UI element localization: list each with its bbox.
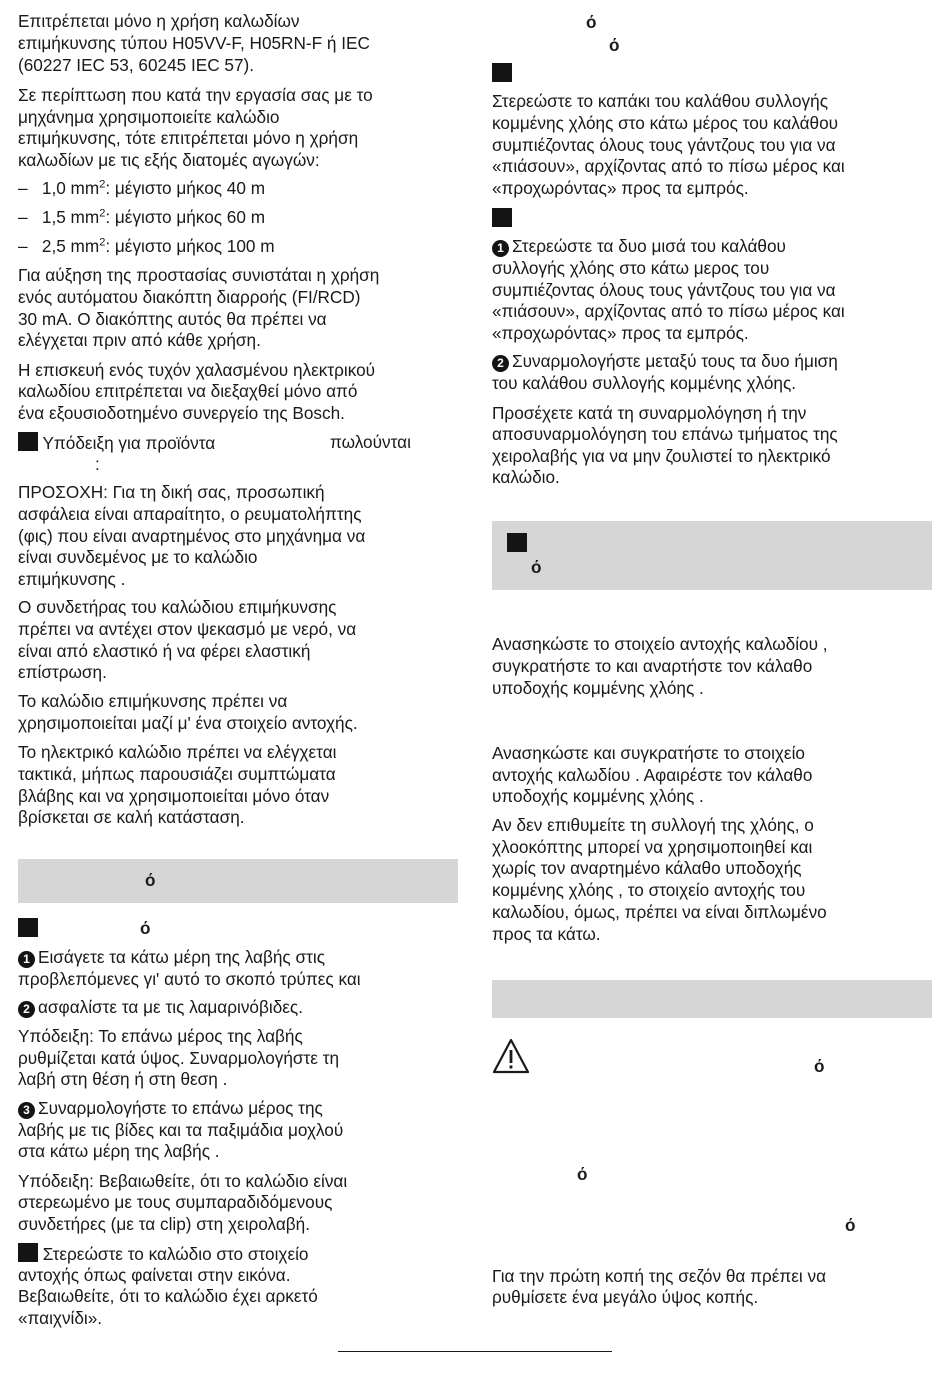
paragraph-line: επίστρωση. <box>18 662 107 682</box>
list-value: 1,5 mm <box>41 207 100 227</box>
paragraph-line: επιμήκυνσης, τότε επιτρέπεται μόνο η χρήση <box>18 128 359 148</box>
step-number-icon: 2 <box>492 355 509 372</box>
paragraph-line: Στερεώστε το καπάκι του καλάθου συλλογής <box>492 91 828 111</box>
step-text: Στερεώστε τα δυο μισά του καλάθου <box>512 236 786 256</box>
paragraph-line: Ανασηκώστε το στοιχείο αντοχής καλωδίου , <box>492 634 828 654</box>
step-text: Συναρμολογήστε μεταξύ τους τα δυο ήμιση <box>512 351 838 371</box>
paragraph-line: αποσυναρμολόγηση του επάνω τμήματος της <box>492 424 838 444</box>
black-square-icon <box>18 918 38 937</box>
step-line <box>492 236 786 258</box>
list-value: 1,0 mm <box>41 178 100 198</box>
black-square-icon <box>492 63 512 82</box>
paragraph-line: 30 mA. Ο διακόπτης αυτός θα πρέπει να <box>18 309 327 329</box>
stray-glyph: ό <box>609 35 620 55</box>
paragraph-line: ασφάλεια είναι απαραίτητο, ο ρευματολήπτης <box>18 504 362 524</box>
paragraph-line: χρησιμοποιείται μαζί μ' ένα στοιχείο αντοχής. <box>18 713 358 733</box>
paragraph-line: Το καλώδιο επιμήκυνσης πρέπει να <box>18 691 288 711</box>
subheading-text: ό <box>140 918 151 938</box>
paragraph-line: μηχάνημα χρησιμοποιείτε καλώδιο <box>18 107 280 127</box>
paragraph-line: ρυθμίσετε ένα μεγάλο ύψος κοπής. <box>492 1287 759 1307</box>
step-line <box>18 997 303 1019</box>
paragraph-line: Προσέχετε κατά τη συναρμολόγηση ή την <box>492 403 807 423</box>
section-heading-bar <box>18 859 458 903</box>
step-line: προβλεπόμενες γι' αυτό το σκοπό τρύπες και <box>18 969 361 989</box>
subheading <box>492 208 512 231</box>
list-dash: – <box>18 207 28 227</box>
section-heading-bar <box>492 521 932 590</box>
paragraph-line: (φις) που είναι αναρτημένος στο μηχάνημα να <box>18 526 366 546</box>
paragraph-line: καλωδίου, όμως, πρέπει να είναι διπλωμένο <box>492 902 827 922</box>
note-line: συνδετήρες (με τα clip) στη χειρολαβή. <box>18 1214 311 1234</box>
note-line: Υπόδειξη: Το επάνω μέρος της λαβής <box>18 1026 303 1046</box>
paragraph-line: ελέγχεται πριν από κάθε χρήση. <box>18 330 261 350</box>
step-line: στα κάτω μέρη της λαβής . <box>18 1141 220 1161</box>
paragraph-line: χλοοκόπτης μπορεί να χρησιμοποιηθεί και <box>492 837 813 857</box>
list-dash: – <box>18 178 28 198</box>
paragraph-line: Αν δεν επιθυμείτε τη συλλογή της χλόης, ο <box>492 815 814 835</box>
footer-divider <box>338 1351 612 1352</box>
paragraph-line: Για αύξηση της προστασίας συνιστάται η χρήση <box>18 265 380 285</box>
paragraph-line: Ο συνδετήρας του καλώδιου επιμήκυνσης <box>18 597 337 617</box>
step-number-icon: 2 <box>18 1001 35 1018</box>
paragraph-line: χειρολαβής για να μην ζουλιστεί το ηλεκτρικό <box>492 446 831 466</box>
paragraph-line <box>18 1243 308 1266</box>
list-value: 2,5 mm <box>41 236 100 256</box>
paragraph-line: κομμένης χλόης , το στοιχείο αντοχής του <box>492 880 806 900</box>
warning-icon <box>492 1037 530 1075</box>
paragraph-line: «προχωρόντας» προς τα εμπρός. <box>492 178 749 198</box>
step-line <box>18 1098 323 1120</box>
paragraph-text: Στερεώστε το καλώδιο στο στοιχείο <box>42 1244 309 1264</box>
step-number-icon: 1 <box>18 951 35 968</box>
subheading <box>18 918 38 941</box>
paragraph-line: αντοχής καλωδίου . Αφαιρέστε τον κάλαθο <box>492 765 813 785</box>
paragraph-line: πρέπει να αντέχει στον ψεκασμό με νερό, να <box>18 619 357 639</box>
paragraph-line: Σε περίπτωση που κατά την εργασία σας με το <box>18 85 373 105</box>
note-line: Υπόδειξη: Βεβαιωθείτε, ότι το καλώδιο είναι <box>18 1171 348 1191</box>
list-dash: – <box>18 236 28 256</box>
step-line <box>18 947 325 969</box>
paragraph-line: επιμήκυνσης τύπου H05VV-F, H05RN-F ή IEC <box>18 33 370 53</box>
note-heading <box>18 432 215 455</box>
list-item <box>18 236 275 258</box>
step-line: συλλογής χλόης στο κάτω μερος του <box>492 258 770 278</box>
paragraph-line: Επιτρέπεται μόνο η χρήση καλωδίων <box>18 11 300 31</box>
paragraph-line: τακτικά, μήπως παρουσιάζει συμπτώματα <box>18 764 336 784</box>
paragraph-line: Η επισκευή ενός τυχόν χαλασμένου ηλεκτρικού <box>18 360 376 380</box>
paragraph-line: Το ηλεκτρικό καλώδιο πρέπει να ελέγχεται <box>18 742 337 762</box>
paragraph-line: Βεβαιωθείτε, ότι το καλώδιο έχει αρκετό <box>18 1286 318 1306</box>
black-square-icon <box>18 432 38 451</box>
step-text: Συναρμολογήστε το επάνω μέρος της <box>38 1098 323 1118</box>
paragraph-line: «παιχνίδι». <box>18 1308 103 1328</box>
note-heading-text: Υπόδειξη για προϊόντα <box>42 433 216 453</box>
note-line: στερεωμένο με τους συμπαραδιδόμενους <box>18 1192 333 1212</box>
step-text: ασφαλίστε τα με τις λαμαρινόβιδες. <box>38 997 303 1017</box>
paragraph-line: ένα εξουσιοδοτημένο συνεργείο της Bosch. <box>18 403 345 423</box>
section-heading-text: ό <box>145 870 156 890</box>
paragraph-line: είναι συνδεμένος με το καλώδιο <box>18 547 258 567</box>
note-heading-text: : <box>95 454 100 474</box>
step-line: λαβής με τις βίδες και τα παξιμάδια μοχλού <box>18 1120 344 1140</box>
paragraph-line: υποδοχής κομμένης χλόης . <box>492 678 704 698</box>
step-line <box>492 351 838 373</box>
stray-glyph: ό <box>577 1164 588 1184</box>
paragraph-line: καλωδίου επιτρέπεται να διεξαχθεί μόνο από <box>18 381 358 401</box>
step-line: «πιάσουν», αρχίζοντας από το πίσω μέρος και <box>492 301 845 321</box>
list-item <box>18 178 265 200</box>
paragraph-line: κομμένης χλόης στο κάτω μέρος του καλάθου <box>492 113 839 133</box>
subheading <box>492 63 512 86</box>
paragraph-line: ενός αυτόματου διακόπτη διαρροής (FI/RCD) <box>18 287 361 307</box>
paragraph-line: υποδοχής κομμένης χλόης . <box>492 786 704 806</box>
paragraph-line: χωρίς τον αναρτημένο κάλαθο υποδοχής <box>492 858 802 878</box>
note-line: λαβή στη θέση ή στη θεση . <box>18 1069 228 1089</box>
paragraph-line: ΠΡΟΣΟΧΗ: Για τη δική σας, προσωπική <box>18 482 325 502</box>
stray-glyph: ό <box>814 1056 825 1076</box>
paragraph-line: βρίσκεται σε καλή κατάσταση. <box>18 807 245 827</box>
section-heading-bar <box>492 980 932 1018</box>
paragraph-line: βλάβης και να χρησιμοποιείται μόνο όταν <box>18 786 330 806</box>
paragraph-line: είναι από ελαστικό ή να φέρει ελαστική <box>18 641 311 661</box>
list-superscript: 2 <box>99 207 106 220</box>
step-line: συμπιέζοντας όλους τους γάντζους του για να <box>492 280 836 300</box>
list-superscript: 2 <box>99 178 106 191</box>
list-rest: : μέγιστο μήκος 60 m <box>105 207 266 227</box>
note-line: ρυθμίζεται κατά ύψος. Συναρμολογήστε τη <box>18 1048 340 1068</box>
paragraph-line: συμπιέζοντας όλους τους γάντζους του για να <box>492 135 836 155</box>
paragraph-line: «πιάσουν», αρχίζοντας από το πίσω μέρος και <box>492 156 845 176</box>
paragraph-line: συγκρατήστε το και αναρτήστε τον κάλαθο <box>492 656 813 676</box>
step-number-icon: 1 <box>492 240 509 257</box>
paragraph-line: προς τα κάτω. <box>492 924 601 944</box>
step-line: του καλάθου συλλογής κομμένης χλόης. <box>492 373 797 393</box>
step-line: «προχωρόντας» προς τα εμπρός. <box>492 323 749 343</box>
stray-glyph: ό <box>586 12 597 32</box>
paragraph-line: Για την πρώτη κοπή της σεζόν θα πρέπει να <box>492 1266 827 1286</box>
step-text: Εισάγετε τα κάτω μέρη της λαβής στις <box>38 947 325 967</box>
paragraph-line: καλωδίων με τις εξής διατομές αγωγών: <box>18 150 320 170</box>
black-square-icon <box>18 1243 38 1262</box>
list-rest: : μέγιστο μήκος 100 m <box>105 236 275 256</box>
paragraph-line: επιμήκυνσης . <box>18 569 126 589</box>
list-rest: : μέγιστο μήκος 40 m <box>105 178 266 198</box>
list-superscript: 2 <box>99 236 106 249</box>
black-square-icon <box>507 533 527 552</box>
paragraph-line: αντοχής όπως φαίνεται στην εικόνα. <box>18 1265 291 1285</box>
paragraph-line: Ανασηκώστε και συγκρατήστε το στοιχείο <box>492 743 805 763</box>
section-heading-text: ό <box>531 557 542 577</box>
paragraph-line: καλώδιο. <box>492 467 560 487</box>
stray-glyph: ό <box>845 1215 856 1235</box>
black-square-icon <box>492 208 512 227</box>
list-item <box>18 207 265 229</box>
paragraph-line: (60227 IEC 53, 60245 IEC 57). <box>18 55 255 75</box>
note-heading-text: πωλούνται <box>330 432 411 452</box>
step-number-icon: 3 <box>18 1102 35 1119</box>
